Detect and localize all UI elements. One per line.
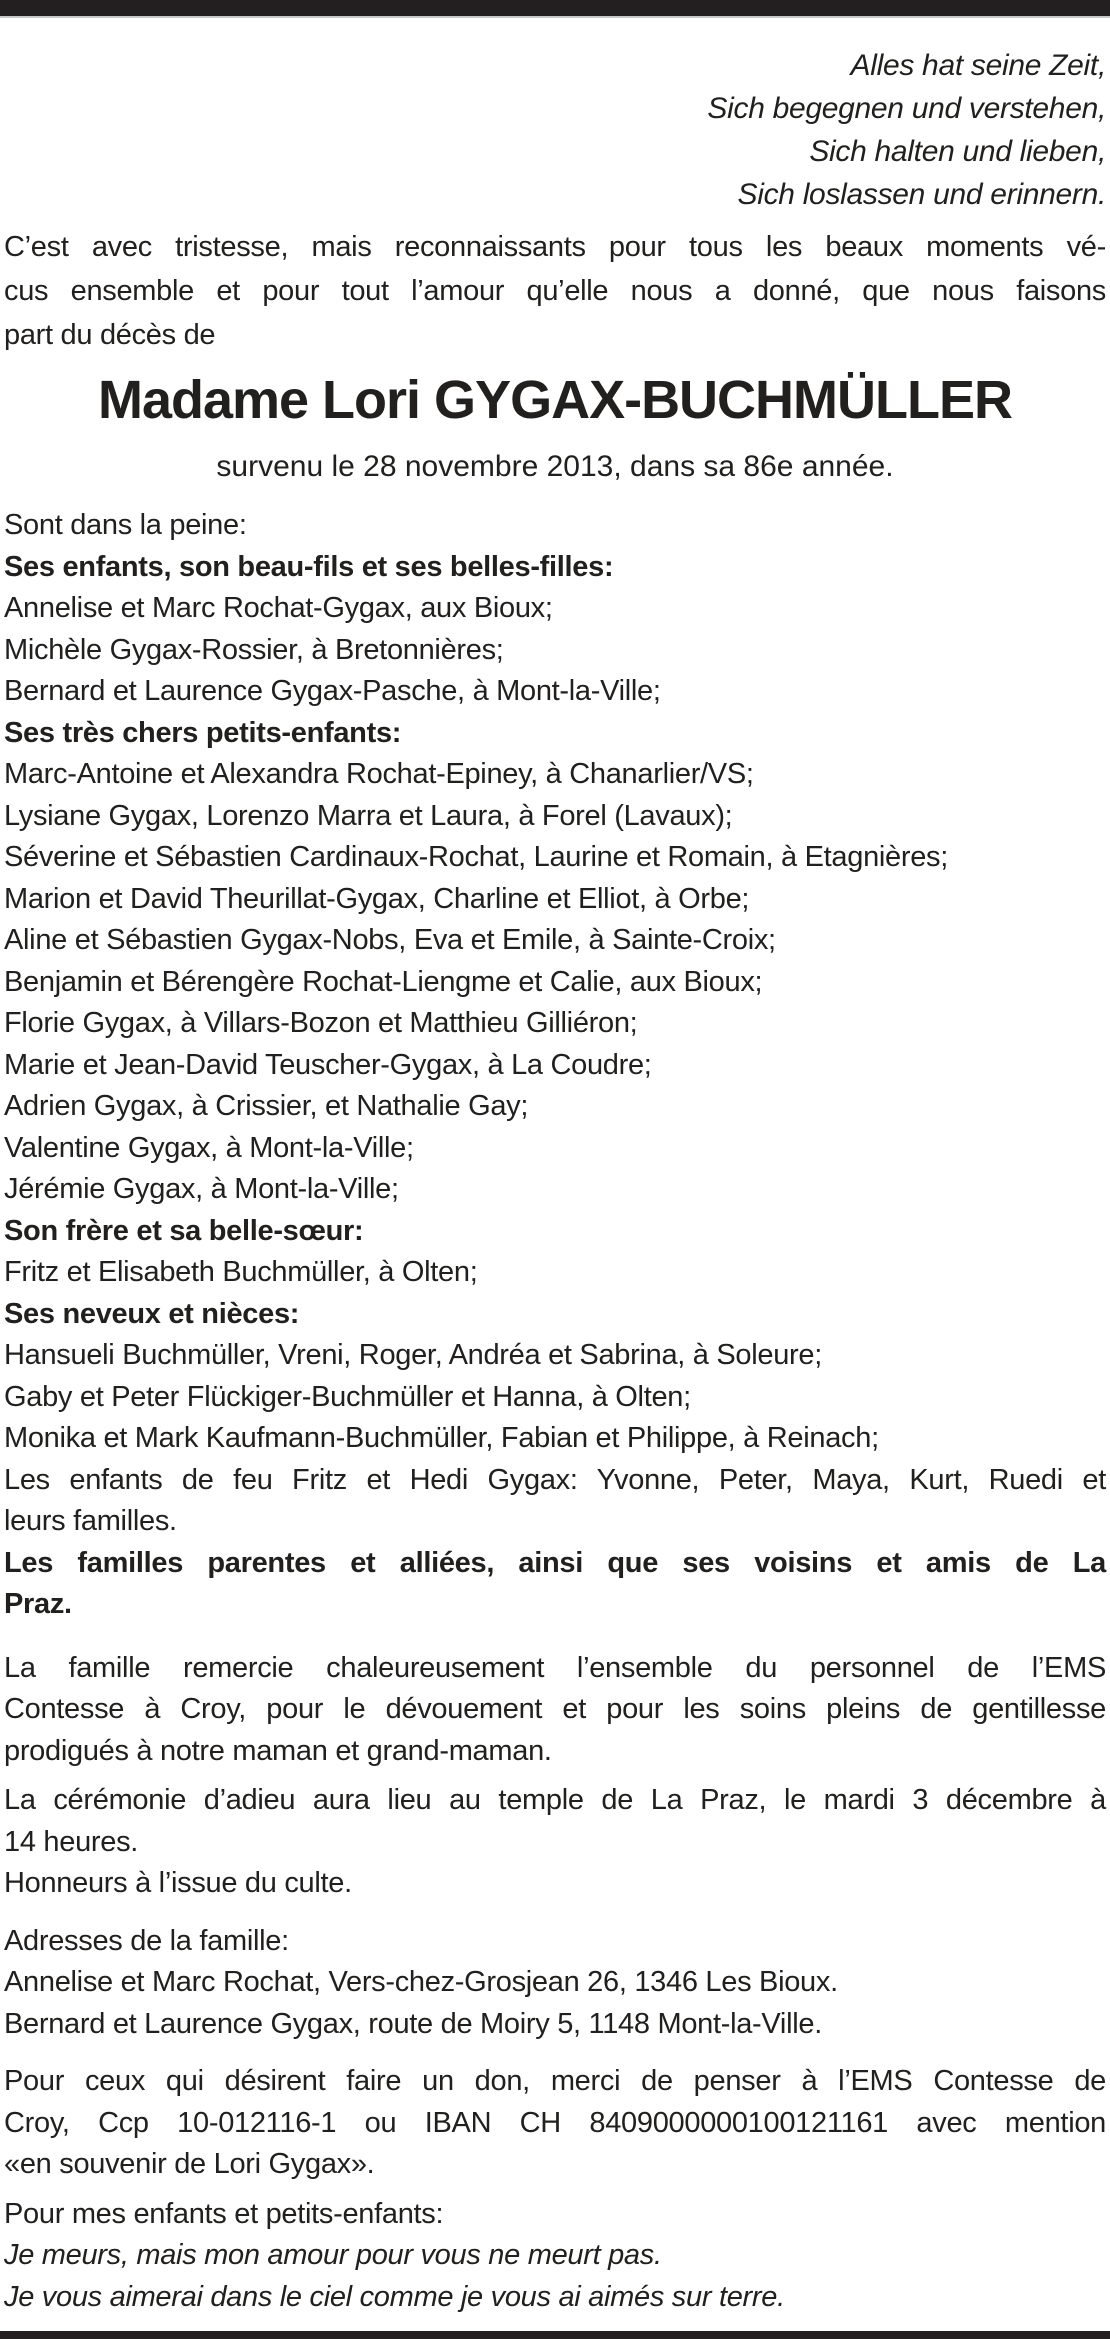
notice-line: Sont dans la peine: [4, 509, 247, 541]
intro-line: C’est avec tristesse, mais reconnaissants pour tous les beaux moments vé- [4, 231, 1106, 263]
notice-line: Monika et Mark Kaufmann-Buchmüller, Fabian et Philippe, à Reinach; [4, 1422, 879, 1454]
notice-line: Les enfants de feu Fritz et Hedi Gygax: Yvonne, Peter, Maya, Kurt, Ruedi et [4, 1463, 1106, 1496]
verse-line: Sich loslassen und erinnern. [737, 178, 1106, 211]
notice-line: Michèle Gygax-Rossier, à Bretonnières; [4, 633, 504, 666]
notice-line: «en souvenir de Lori Gygax». [4, 2148, 375, 2180]
death-date-line: survenu le 28 novembre 2013, dans sa 86e année. [216, 450, 894, 483]
notice-line: Ses très chers petits-enfants: [4, 716, 402, 749]
notice-line: prodigués à notre maman et grand-maman. [4, 1734, 552, 1767]
notice-line: Florie Gygax, à Villars-Bozon et Matthieu Gilliéron; [4, 1007, 638, 1039]
notice-line: Annelise et Marc Rochat-Gygax, aux Bioux; [4, 592, 553, 624]
notice-line: Son frère et sa belle-sœur: [4, 1214, 364, 1247]
intro-line: part du décès de [4, 319, 216, 351]
notice-line: Honneurs à l’issue du culte. [4, 1867, 352, 1899]
notice-line: Croy, Ccp 10-012116-1 ou IBAN CH 8409000000100121161 avec mention [4, 2106, 1106, 2139]
verse-line: Sich begegnen und verstehen, [707, 92, 1106, 125]
notice-line: Marion et David Theurillat-Gygax, Charline et Elliot, à Orbe; [4, 882, 750, 915]
notice-line: Annelise et Marc Rochat, Vers-chez-Grosjean 26, 1346 Les Bioux. [4, 1966, 838, 1998]
notice-line: Contesse à Croy, pour le dévouement et pour les soins pleins de gentillesse [4, 1693, 1106, 1725]
notice-line: La famille remercie chaleureusement l’ensemble du personnel de l’EMS [4, 1651, 1106, 1684]
intro-paragraph [4, 225, 1106, 357]
notice-line: Bernard et Laurence Gygax-Pasche, à Mont-la-Ville; [4, 675, 661, 707]
notice-line: Pour mes enfants et petits-enfants: [4, 2197, 444, 2230]
notice-line: Bernard et Laurence Gygax, route de Moiry 5, 1148 Mont-la-Ville. [4, 2007, 822, 2040]
notice-line: Marie et Jean-David Teuscher-Gygax, à La Coudre; [4, 1048, 652, 1081]
notice-line: 14 heures. [4, 1825, 139, 1858]
notice-line: leurs familles. [4, 1505, 177, 1537]
memorial-verse [4, 44, 1106, 216]
notice-line: Jérémie Gygax, à Mont-la-Ville; [4, 1173, 399, 1205]
notice-line: Séverine et Sébastien Cardinaux-Rochat, Laurine et Romain, à Etagnières; [4, 841, 949, 873]
notice-content [0, 44, 1110, 2318]
verse-line: Sich halten und lieben, [809, 135, 1106, 168]
notice-line: Ses neveux et nièces: [4, 1297, 300, 1330]
notice-line: Adrien Gygax, à Crissier, et Nathalie Gay; [4, 1090, 529, 1122]
notice-line: Aline et Sébastien Gygax-Nobs, Eva et Emile, à Sainte-Croix; [4, 924, 776, 956]
notice-line: Lysiane Gygax, Lorenzo Marra et Laura, à Forel (Lavaux); [4, 799, 733, 832]
notice-line: Les familles parentes et alliées, ainsi que ses voisins et amis de La [4, 1546, 1106, 1579]
intro-line: cus ensemble et pour tout l’amour qu’elle nous a donné, que nous faisons [4, 275, 1106, 307]
notice-body [4, 505, 1106, 2318]
notice-line: Fritz et Elisabeth Buchmüller, à Olten; [4, 1256, 478, 1288]
notice-line: Marc-Antoine et Alexandra Rochat-Epiney, à Chanarlier/VS; [4, 758, 754, 790]
bottom-rule-bar [0, 2331, 1110, 2339]
notice-line: Je meurs, mais mon amour pour vous ne meurt pas. [4, 2239, 662, 2271]
verse-line: Alles hat seine Zeit, [850, 49, 1106, 82]
notice-line: Je vous aimerai dans le ciel comme je vous ai aimés sur terre. [4, 2280, 785, 2313]
notice-line: Praz. [4, 1588, 72, 1620]
notice-line: Ses enfants, son beau-fils et ses belles-filles: [4, 550, 614, 583]
notice-line: Adresses de la famille: [4, 1924, 289, 1957]
deceased-name: Madame Lori GYGAX-BUCHMÜLLER [97, 370, 1013, 430]
notice-line: La cérémonie d’adieu aura lieu au temple de La Praz, le mardi 3 décembre à [4, 1784, 1106, 1816]
notice-line: Pour ceux qui désirent faire un don, merci de penser à l’EMS Contesse de [4, 2065, 1106, 2097]
notice-line: Hansueli Buchmüller, Vreni, Roger, Andréa et Sabrina, à Soleure; [4, 1339, 822, 1371]
top-rule-bar [0, 0, 1110, 18]
notice-line: Gaby et Peter Flückiger-Buchmüller et Hanna, à Olten; [4, 1380, 691, 1413]
notice-line: Benjamin et Bérengère Rochat-Liengme et Calie, aux Bioux; [4, 965, 763, 998]
notice-line: Valentine Gygax, à Mont-la-Ville; [4, 1131, 414, 1164]
